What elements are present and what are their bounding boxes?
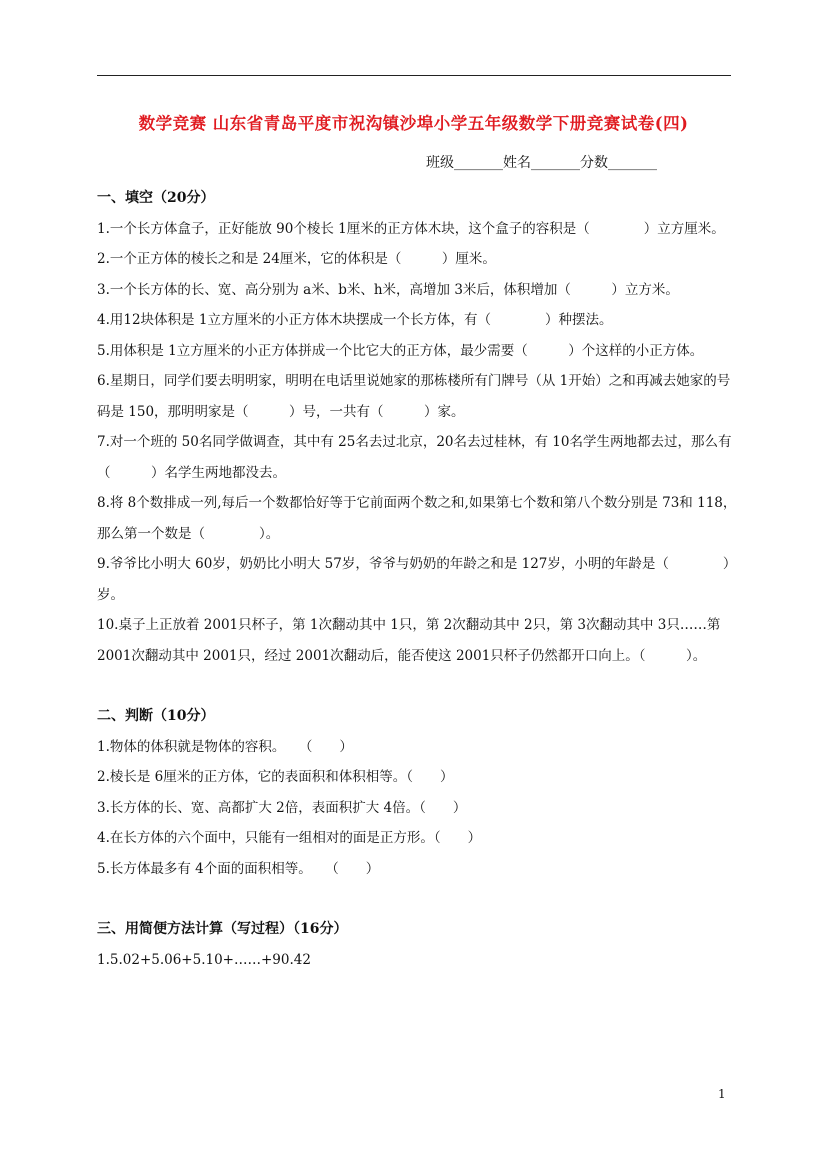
section-heading: 一、填空（20分） bbox=[97, 190, 215, 206]
question-item: 1.一个长方体盒子，正好能放 90个棱长 1厘米的正方体木块，这个盒子的容积是（ ）立方厘米。 bbox=[97, 220, 725, 237]
student-info-line: 班级_______姓名_______分数_______ bbox=[426, 155, 657, 171]
section-true-false bbox=[97, 701, 737, 884]
page-number: 1 bbox=[718, 1087, 726, 1101]
document-title: 数学竞赛 山东省青岛平度市祝沟镇沙埠小学五年级数学下册竞赛试卷(四) bbox=[138, 114, 689, 133]
question-item: 5.长方体最多有 4个面的面积相等。 （ ） bbox=[97, 860, 380, 877]
question-item: 7.对一个班的 50名同学做调查，其中有 25名去过北京，20名去过桂林，有 10名学生两地都去过，那么有（ ）名学生两地都没去。 bbox=[97, 434, 732, 481]
question-item: 1.5.02+5.06+5.10+……+90.42 bbox=[97, 951, 311, 968]
exam-content bbox=[97, 183, 737, 975]
question-item: 2.一个正方体的棱长之和是 24厘米，它的体积是（ ）厘米。 bbox=[97, 251, 496, 267]
section-calculation bbox=[97, 914, 737, 975]
question-item: 8.将 8个数排成一列,每后一个数都恰好等于它前面两个数之和,如果第七个数和第八个数分别是 73和 118，那么第一个数是（ ）。 bbox=[97, 495, 737, 542]
section-heading: 二、判断（10分） bbox=[97, 708, 215, 724]
question-item: 4.在长方体的六个面中，只能有一组相对的面是正方形。（ ） bbox=[97, 830, 482, 846]
question-item: 2.棱长是 6厘米的正方体，它的表面积和体积相等。（ ） bbox=[97, 769, 454, 785]
section-fill-in-blank bbox=[97, 183, 737, 671]
section-heading: 三、用简便方法计算（写过程）（16分） bbox=[97, 921, 348, 937]
section-spacer bbox=[97, 671, 737, 701]
question-item: 4.用12块体积是 1立方厘米的小正方体木块摆成一个长方体，有（ ）种摆法。 bbox=[97, 312, 613, 328]
section-spacer bbox=[97, 884, 737, 914]
question-item: 10.桌子上正放着 2001只杯子，第 1次翻动其中 1只，第 2次翻动其中 2只，第 3次翻动其中 3只……第 2001次翻动其中 2001只，经过 2001次翻动后，能否使这 2001只杯子仍然都开口向上。（ ）。 bbox=[97, 617, 721, 664]
question-item: 6.星期日，同学们要去明明家，明明在电话里说她家的那栋楼所有门牌号（从 1开始）之和再减去她家的号码是 150，那明明家是（ ）号，一共有（ ）家。 bbox=[97, 373, 731, 420]
question-item: 9.爷爷比小明大 60岁，奶奶比小明大 57岁，爷爷与奶奶的年龄之和是 127岁，小明的年龄是（ ）岁。 bbox=[97, 556, 737, 603]
question-item: 1.物体的体积就是物体的容积。 （ ） bbox=[97, 738, 353, 755]
question-item: 5.用体积是 1立方厘米的小正方体拼成一个比它大的正方体，最少需要（ ）个这样的小正方体。 bbox=[97, 342, 704, 359]
question-item: 3.长方体的长、宽、高都扩大 2倍，表面积扩大 4倍。（ ） bbox=[97, 799, 467, 816]
header-rule bbox=[97, 75, 731, 76]
question-item: 3.一个长方体的长、宽、高分别为 a米、b米、h米，高增加 3米后，体积增加（ ）立方米。 bbox=[97, 281, 679, 298]
